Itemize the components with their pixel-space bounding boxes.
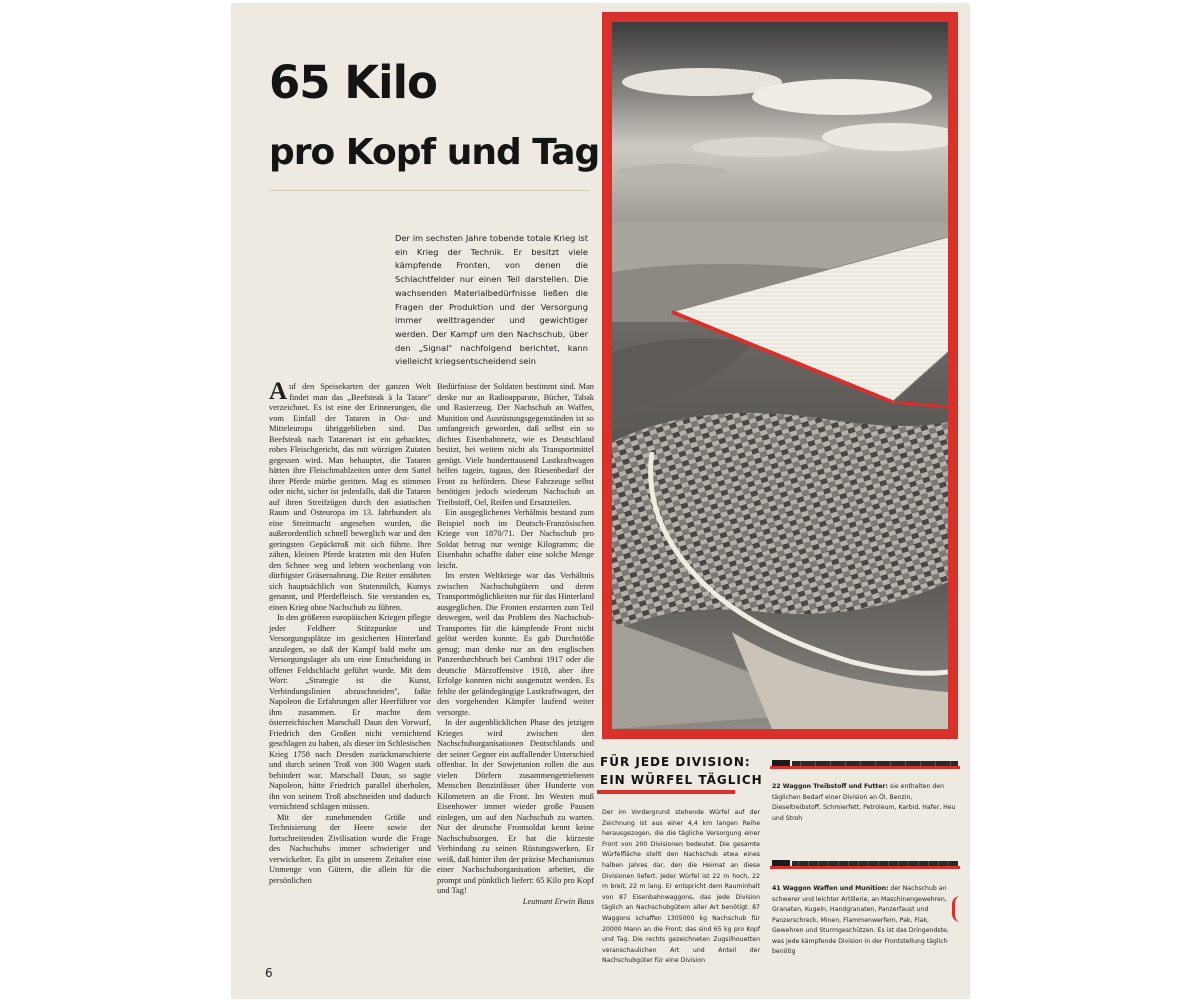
page-number: 6 bbox=[265, 966, 273, 980]
legend-fuel-text: sie enthalten den täglichen Bedarf einer Division an Öl, Benzin, Dieseltreibstoff, Schmierfett, Petroleum, Karbid, Hafer, Heu und Stroh bbox=[772, 783, 956, 822]
landscape-drawing-icon bbox=[612, 22, 948, 729]
article-signature: Leutnant Erwin Baus bbox=[522, 896, 594, 906]
article-paragraph: In der augenblicklichen Phase des jetzigen Krieges wird zwischen den Nachschuborganisationen Deutschlands und der seiner Gegner ein auffallender Unterschied offenbar. In der Sowjetunion rollen die aus vielen Dörfern zusammengetriebenen Menschen Benzinfässer über Hunderte von Kilometern an die Front. Im Westen muß Eisenhower immer wieder große Pausen einlegen, um auf den Nachschub zu warten. Nur der deutsche Frontsoldat kennt keine Nachschubsorgen. Er hat die kürzeste Verbindung zu seinen Rüstungswerken. Er weiß, daß hinter ihm der präzise Mechanismus einer Nachschuborganisation arbeitet, die prompt und pünktlich liefert: 65 Kilo pro Kopf und Tag! bbox=[437, 718, 595, 895]
lead-paragraph: Der im sechsten Jahre tobende totale Krieg ist ein Krieg der Technik. Er besitzt viele kämpfende Fronten, von denen die Schlachtfelder nur einen Teil darstellen. Die wachsenden Materialbedürfnisse ließen die Fragen der Produktion und der Versorgung immer weittragender und gewichtiger werden. Der Kampf um den Nachschub, über den „Signal" nachfolgend berichtet, kann vielleicht kriegsentscheidend sein bbox=[395, 233, 588, 367]
sidebar-heading-line2: EIN WÜRFEL TÄGLICH bbox=[600, 773, 763, 787]
train-silhouette-icon bbox=[770, 756, 960, 770]
illustration-caption: Der im Vordergrund stehende Würfel auf der Zeichnung ist aus einer 4,4 km langen Reihe herausgezogen, die die tägliche Versorgung einer Front von 200 Divisionen bedeutet. Die gesamte Würfelfläche stellt den Nachschub etwa eines halben Jahres dar, den die Heimat an diese Divisionen liefert. Jeder Würfel ist 22 m hoch, 22 m breit, 22 m lang. Er entspricht dem Rauminhalt von 87 Eisenbahnwaggons, das jede Division täglich an Nachschubgütern aller Art benötigt. 87 Waggons schaffen 1305000 kg Nachschub für 20000 Mann an die Front; das sind 65 kg pro Kopf und Tag. Die rechts gezeichneten Zugsilhouetten veranschaulichen Art und Anteil der Nachschubgüter für eine Division bbox=[602, 809, 760, 965]
headline-line1: 65 Kilo bbox=[269, 56, 437, 109]
magazine-page bbox=[232, 4, 969, 998]
train-silhouette-icon bbox=[770, 856, 960, 870]
article-paragraph: Im ersten Weltkriege war das Verhältnis zwischen Nachschubgütern und deren Transportmöglichkeiten nur für das Hinterland ausgeglichen. Die Fronten erstarrten zum Teil deswegen, weil das Problem des Nachschub-Transportes für die kämpfende Front nicht gelöst werden konnte. Es gab Durchstöße genug; man denke nur an den englischen Panzerdurchbruch bei Cambrai 1917 oder die deutsche Märzoffensive 1918, aber ihre Erfolge konnten nicht ausgenutzt werden. Es fehlte der geländegängige Lastkraftwagen, der den vorgehenden Kämpfer laufend weiter versorgte. bbox=[437, 571, 594, 717]
article-column-2 bbox=[437, 382, 594, 907]
legend-weapons-title: 41 Waggon Waffen und Munition: bbox=[772, 885, 889, 892]
legend-weapons-ammo bbox=[772, 884, 960, 958]
article-paragraph: In den größeren europäischen Kriegen pflegte jeder Feldherr Stützpunkte und Versorgungsplätze im gesicherten Hinterland anzulegen, so daß der Kampf bald mehr um Versorgungslager als um eine Entscheidung in offener Feldschlacht geführt wurde. Mit dem Wort: „Strategie ist die Kunst, Verbindungslinien abzuschneiden", faßte Napoleon die Erfahrungen aller Heerführer vor ihm zusammen. Er machte dem österreichischen Marschall Daun den Vorwurf, Friedrich den Großen nicht vernichtend geschlagen zu haben, als dieser im Schlesischen Krieg 1758 nach Dresden zurückmarschierte und durch seinen Troß von 300 Wagen stark behindert war. Marschall Daun, so sagte Napoleon, hätte Friedrich parallel überholen, ihn von seinem Troß abschneiden und dadurch vernichtend schlagen müssen. bbox=[269, 613, 431, 811]
illustration-frame bbox=[602, 12, 958, 739]
article-paragraph: Ein ausgeglichenes Verhältnis bestand zum Beispiel noch im Deutsch-Französischen Kriege von 1870/71. Der Nachschub pro Soldat betrug nur wenige Kilogramm; die Eisenbahn schaffte daher eine solche Menge leicht. bbox=[437, 508, 594, 570]
legend-fuel-fodder bbox=[772, 782, 960, 824]
sidebar-heading-line1: FÜR JEDE DIVISION: bbox=[600, 755, 751, 769]
article-paragraph: Bedürfnisse der Soldaten bestimmt sind. Man denke nur an Radioapparate, Bücher, Tabak und Rasierzeug. Der Nachschub an Waffen, Munition und Ausrüstungsgegenständen ist so umfangreich geworden, daß selbst ein so dichtes Eisenbahnnetz, wie es Deutschland besitzt, bei weitem nicht als Transportmittel genügt. Viele hunderttausend Lastkraftwagen helfen tagein, tagaus, den Riesenbedarf der Front zu befördern. Diese Fahrzeuge selbst benötigen jedoch wiederum Nachschub an Treibstoff, Oel, Reifen und Ersatzteilen. bbox=[437, 382, 594, 507]
drop-cap: A bbox=[269, 378, 288, 405]
legend-fuel-title: 22 Waggon Treibstoff und Futter: bbox=[772, 783, 888, 790]
article-paragraph: Mit der zunehmenden Größe und Technisierung der Heere sowie der fortschreitenden Zivilisation wurde die Frage des Nachschubs immer schwieriger und verwickelter. Es gibt in unserem Zeitalter eine Unmenge von Gütern, die allein für die persönlichen bbox=[269, 812, 431, 885]
legend-weapons-text: der Nachschub an schwerer und leichter Artillerie, an Maschinengewehren, Granaten, Kugeln, Handgranaten, Panzerfaust und Panzerschreck, Minen, Flammenwerfern, Pak, Flak, Gewehren und Sturmgeschützen. Es ist das Dringendste, was jede kämpfende Division in der Frontstellung täglich benötig bbox=[772, 885, 949, 955]
page-edge-mark bbox=[952, 896, 965, 922]
headline-line2: pro Kopf und Tag bbox=[269, 132, 600, 173]
article-paragraph: uf den Speisekarten der ganzen Welt findet man das „Beefsteak à la Tatare" verzeichnet. Es ist eine der Erinnerungen, die vom Einfall der Tataren in Ost- und Mitteleuropa übriggeblieben sind. Das Beefsteak nach Tatarenart ist ein gehacktes, rohes Fleischgericht, das mit würzigen Zutaten gegessen wird. Man behauptet, die Tataren hätten ihre Fleischmahlzeiten unter dem Sattel ihrer Pferde mürbe geritten. Mag es stimmen oder nicht, sicher ist jedenfalls, daß die Tataren auf ihren Streifzügen durch den asiatischen Raum und Osteuropa im 13. Jahrhundert als eine Streitmacht angesehen wurden, die außerordentlich schnell beweglich war und den geringsten Gepäcktroß mit sich führte. Ihre zähen, kleinen Pferde kratzten mit den Hufen den Schnee weg und lebten wochenlang von dürftigster Gräsernahrung. Die Reiter ernährten sich hauptsächlich von Stutenmilch, Kumys genannt, und Pferdefleisch. Sie verstanden es, einen Krieg ohne Nachschub zu führen. bbox=[269, 382, 431, 612]
sidebar-red-bar bbox=[597, 790, 735, 794]
headline-rule bbox=[269, 190, 589, 191]
article-column-1 bbox=[269, 378, 431, 886]
